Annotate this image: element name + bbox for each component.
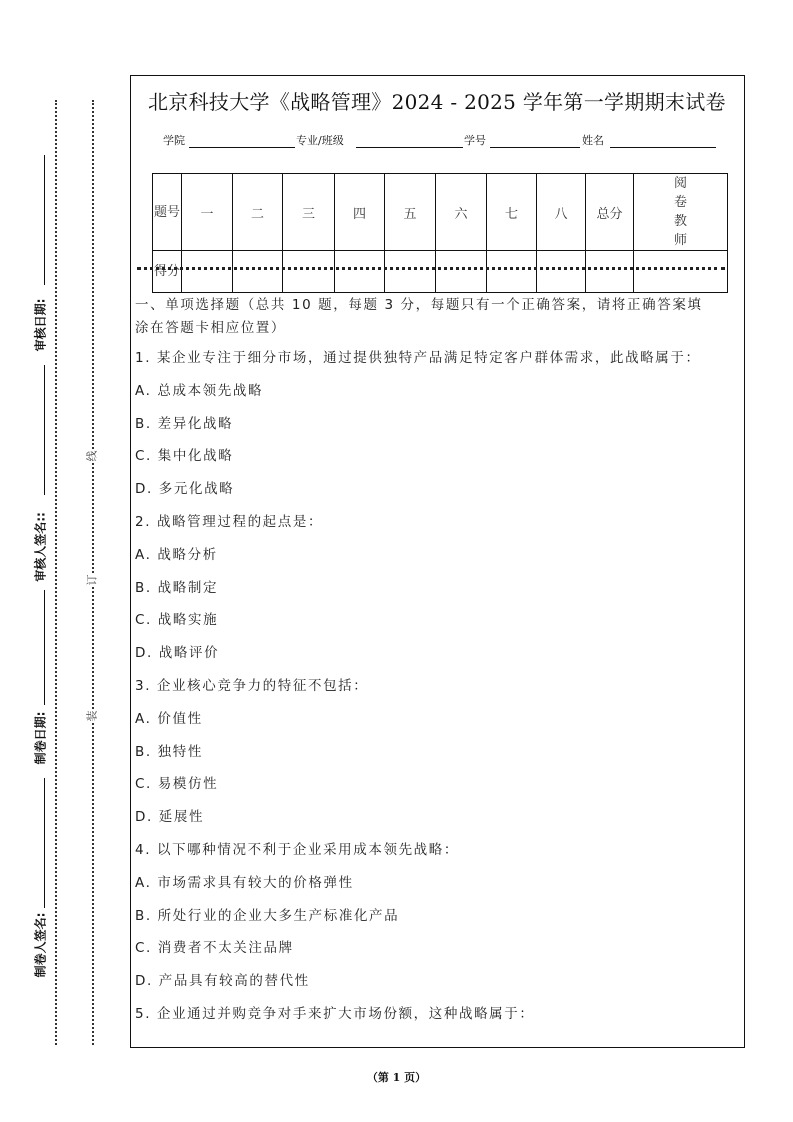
preparer-signature-label: 制卷人签名: bbox=[33, 912, 48, 978]
field-label-name: 姓名 bbox=[582, 134, 604, 147]
column-header: 一 bbox=[182, 174, 233, 251]
answer-option: C. 集中化战略 bbox=[135, 448, 234, 465]
answer-option: C. 消费者不太关注品牌 bbox=[135, 940, 294, 957]
column-header: 二 bbox=[233, 174, 283, 251]
question-stem: 1. 某企业专注于细分市场，通过提供独特产品满足特定客户群体需求，此战略属于： bbox=[135, 350, 701, 366]
question-number-row bbox=[153, 174, 728, 251]
column-header: 六 bbox=[436, 174, 487, 251]
dotted-separator bbox=[137, 267, 725, 270]
score-cell[interactable] bbox=[335, 251, 385, 293]
answer-option: B. 战略制定 bbox=[135, 579, 219, 596]
column-header: 三 bbox=[283, 174, 335, 251]
row-label: 题号 bbox=[153, 174, 182, 251]
field-label-college: 学院 bbox=[163, 134, 185, 147]
answer-option: D. 多元化战略 bbox=[135, 481, 235, 498]
score-cell[interactable] bbox=[537, 251, 586, 293]
college-blank[interactable] bbox=[189, 147, 295, 148]
column-header: 七 bbox=[487, 174, 537, 251]
binding-dotted-line bbox=[55, 100, 57, 1045]
column-header: 阅卷教师 bbox=[634, 174, 728, 251]
binding-mark-line: 线 bbox=[85, 450, 99, 462]
binding-mark-staple: 订 bbox=[85, 574, 99, 586]
score-cell[interactable] bbox=[634, 251, 728, 293]
answer-option: B. 独特性 bbox=[135, 743, 203, 760]
answer-option: D. 延展性 bbox=[135, 809, 205, 826]
review-date-label: 审核日期: bbox=[33, 298, 48, 352]
name-blank[interactable] bbox=[610, 147, 716, 148]
binding-mark-bind: 装 bbox=[85, 710, 99, 722]
question-stem: 2. 战略管理过程的起点是： bbox=[135, 514, 324, 530]
column-header: 四 bbox=[335, 174, 385, 251]
answer-option: D. 战略评价 bbox=[135, 645, 220, 662]
student-id-blank[interactable] bbox=[490, 147, 580, 148]
binding-dotted-line bbox=[92, 100, 94, 1045]
prepare-date-label: 制卷日期: bbox=[33, 711, 48, 765]
answer-option: A. 总成本领先战略 bbox=[135, 382, 264, 399]
score-cell[interactable] bbox=[283, 251, 335, 293]
score-cell[interactable] bbox=[385, 251, 436, 293]
answer-option: C. 战略实施 bbox=[135, 612, 219, 629]
signature-line bbox=[44, 778, 45, 908]
question-stem: 3. 企业核心竞争力的特征不包括： bbox=[135, 678, 369, 694]
score-cell[interactable] bbox=[182, 251, 233, 293]
row-label: 得分 bbox=[153, 251, 182, 293]
answer-option: A. 市场需求具有较大的价格弹性 bbox=[135, 874, 354, 891]
major-class-blank[interactable] bbox=[356, 147, 463, 148]
answer-option: A. 价值性 bbox=[135, 710, 203, 727]
score-cell[interactable] bbox=[233, 251, 283, 293]
column-header: 总分 bbox=[586, 174, 634, 251]
signature-line bbox=[44, 155, 45, 285]
column-header: 八 bbox=[537, 174, 586, 251]
answer-option: A. 战略分析 bbox=[135, 546, 218, 563]
score-cell[interactable] bbox=[586, 251, 634, 293]
field-label-student-id: 学号 bbox=[464, 134, 486, 147]
section-heading: 涂在答题卡相应位置） bbox=[135, 320, 286, 336]
signature-line bbox=[44, 365, 45, 495]
signature-line bbox=[44, 590, 45, 705]
score-table bbox=[152, 173, 728, 293]
page-number: （第 1 页） bbox=[366, 1071, 427, 1084]
answer-option: D. 产品具有较高的替代性 bbox=[135, 973, 310, 990]
answer-option: B. 所处行业的企业大多生产标准化产品 bbox=[135, 907, 400, 924]
section-heading: 一、单项选择题（总共 10 题，每题 3 分，每题只有一个正确答案，请将正确答案填 bbox=[135, 297, 703, 313]
score-cell[interactable] bbox=[436, 251, 487, 293]
answer-option: C. 易模仿性 bbox=[135, 776, 219, 793]
answer-option: B. 差异化战略 bbox=[135, 415, 234, 432]
exam-title: 北京科技大学《战略管理》2024 - 2025 学年第一学期期末试卷 bbox=[148, 90, 726, 114]
reviewer-signature-label: 审核人签名:: bbox=[33, 512, 48, 582]
column-header: 五 bbox=[385, 174, 436, 251]
question-stem: 5. 企业通过并购竞争对手来扩大市场份额，这种战略属于： bbox=[135, 1006, 535, 1022]
score-cell[interactable] bbox=[487, 251, 537, 293]
question-stem: 4. 以下哪种情况不利于企业采用成本领先战略： bbox=[135, 842, 459, 858]
score-row bbox=[153, 251, 728, 293]
field-label-major-class: 专业/班级 bbox=[296, 134, 344, 147]
